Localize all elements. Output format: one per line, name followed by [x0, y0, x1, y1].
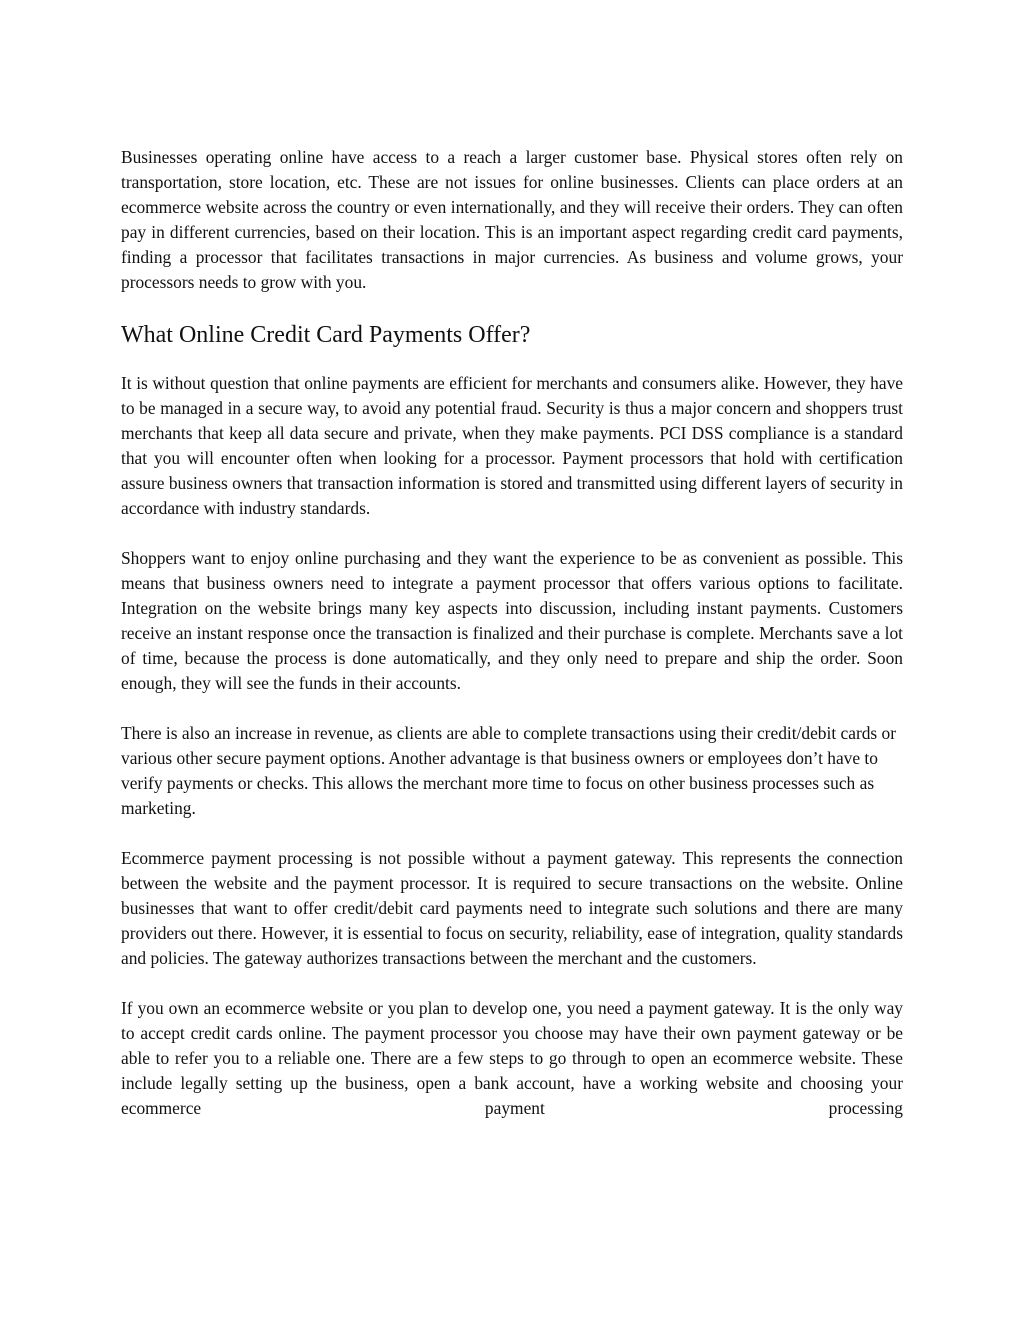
document-page	[121, 145, 903, 1121]
paragraph-ecommerce-setup: If you own an ecommerce website or you plan to develop one, you need a payment gateway. It is the only way to accept credit cards online. The payment processor you choose may have their own payment gateway or be able to refer you to a reliable one. There are a few steps to go through to open an ecommerce website. These include legally setting up the business, open a bank account, have a working website and choosing your ecommerce payment processing	[121, 998, 903, 1118]
paragraph-security: It is without question that online payments are efficient for merchants and consumers alike. However, they have to be managed in a secure way, to avoid any potential fraud. Security is thus a major concern and shoppers trust merchants that keep all data secure and private, when they make payments. PCI DSS compliance is a standard that you will encounter often when looking for a processor. Payment processors that hold with certification assure business owners that transaction information is stored and transmitted using different layers of security in accordance with industry standards.	[121, 373, 903, 518]
paragraph-convenience: Shoppers want to enjoy online purchasing and they want the experience to be as convenient as possible. This means that business owners need to integrate a payment processor that offers various options to facilitate. Integration on the website brings many key aspects into discussion, including instant payments. Customers receive an instant response once the transaction is finalized and their purchase is complete. Merchants save a lot of time, because the process is done automatically, and they only need to prepare and ship the order. Soon enough, they will see the funds in their accounts.	[121, 548, 903, 693]
intro-paragraph: Businesses operating online have access to a reach a larger customer base. Physical stores often rely on transportation, store location, etc. These are not issues for online businesses. Clients can place orders at an ecommerce website across the country or even internationally, and they will receive their orders. They can often pay in different currencies, based on their location. This is an important aspect regarding credit card payments, finding a processor that facilitates transactions in major currencies. As business and volume grows, your processors needs to grow with you.	[121, 147, 903, 292]
paragraph-revenue: There is also an increase in revenue, as clients are able to complete transactions using their credit/debit cards or various other secure payment options. Another advantage is that business owners or employees don’t have to verify payments or checks. This allows the merchant more time to focus on other business processes such as marketing.	[121, 723, 897, 818]
section-heading: What Online Credit Card Payments Offer?	[121, 322, 531, 348]
paragraph-gateway: Ecommerce payment processing is not possible without a payment gateway. This represents the connection between the website and the payment processor. It is required to secure transactions on the website. Online businesses that want to offer credit/debit card payments need to integrate such solutions and there are many providers out there. However, it is essential to focus on security, reliability, ease of integration, quality standards and policies. The gateway authorizes transactions between the merchant and the customers.	[121, 848, 903, 968]
